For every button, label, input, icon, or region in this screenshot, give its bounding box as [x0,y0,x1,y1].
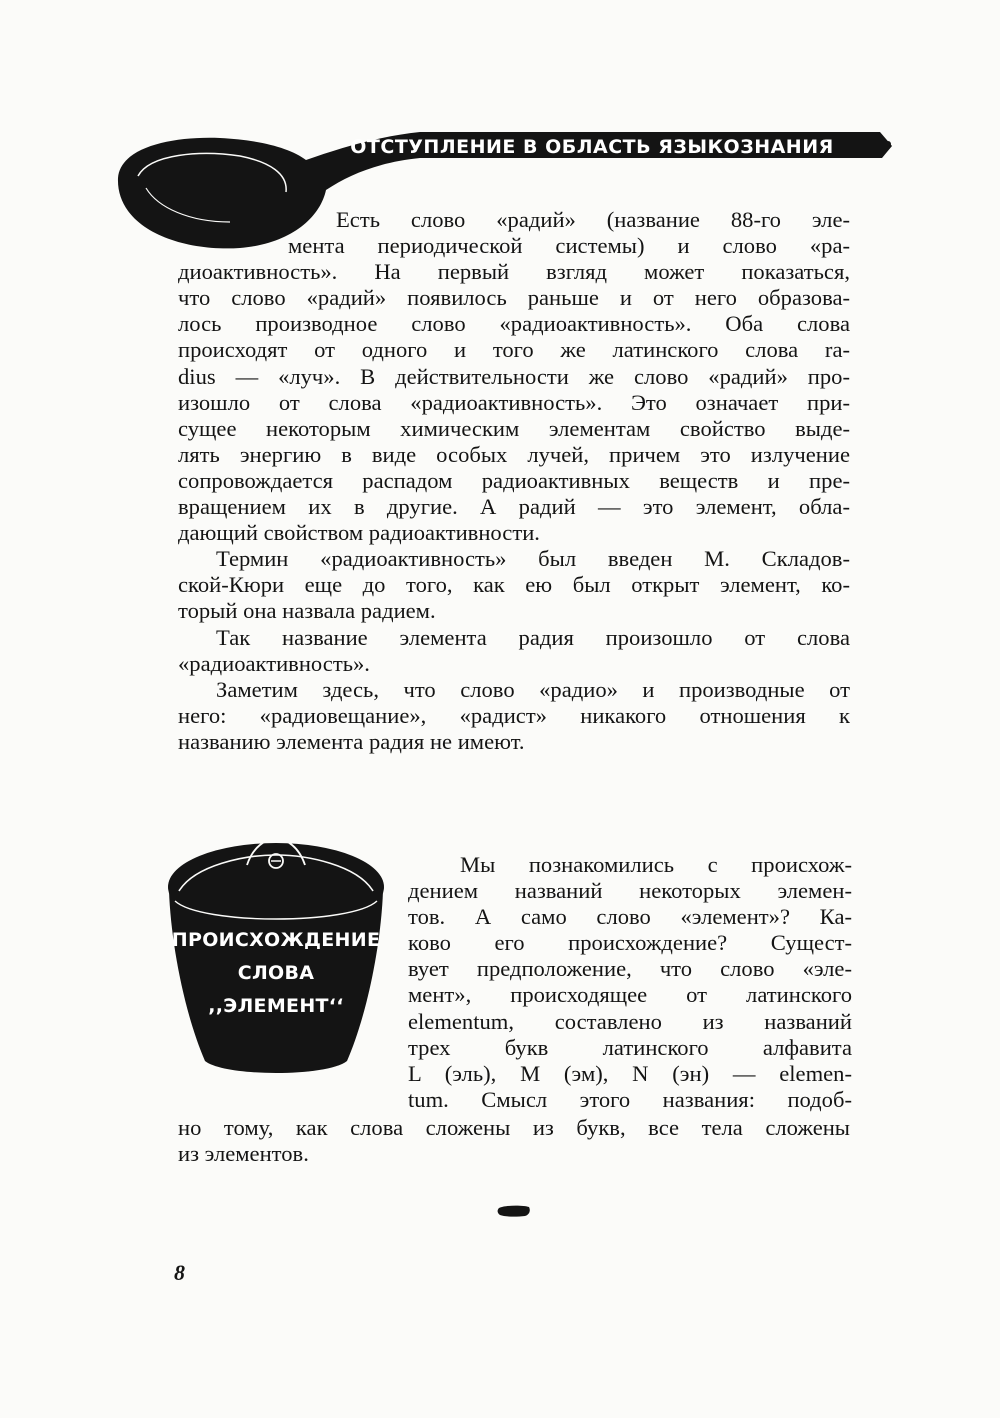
text-line: лять энергию в виде особых лучей, причем это излучение [178,441,850,467]
text-line: названию элемента радия не имеют. [178,728,525,754]
text-line: L (эль), M (эм), N (эн) — elemen- [408,1060,852,1086]
text-line: tum. Смысл этого названия: подоб- [408,1086,852,1112]
section-heading: ОТСТУПЛЕНИЕ В ОБЛАСТЬ ЯЗЫКОЗНАНИЯ [350,136,834,158]
text-line: торый она назвала радием. [178,598,436,624]
text-line: elementum, составлено из названий [408,1008,852,1034]
label-line: ,,ЭЛЕМЕНТ‘‘ [208,995,344,1017]
text-line: мент», происходящее от латинского [408,982,852,1008]
section2-side-text [408,852,852,1113]
text-line: дением названий некоторых элемен- [408,878,852,904]
text-line: dius — «луч». В действительности же слово «радий» про- [178,363,850,389]
text-line: диоактивность». На первый взгляд может показаться, [178,259,850,285]
section2-full-text [178,1115,850,1167]
text-line: но тому, как слова сложены из букв, все тела сложены [178,1115,850,1140]
page-number: 8 [174,1260,185,1285]
text-line: Так название элемента радия произошло от слова [216,624,850,650]
text-line: него: «радиовещание», «радист» никакого отношения к [178,702,850,728]
text-line: Мы познакомились с происхож- [460,852,852,877]
label-line: ПРОИСХОЖДЕНИЕ [171,929,381,951]
text-line: мента периодической системы) и слово «ра- [288,233,850,259]
text-line: тов. А само слово «элемент»? Ка- [408,904,852,930]
text-line: что слово «радий» появилось раньше и от него образова- [178,285,850,311]
text-line: «радиоактивность». [178,650,370,676]
text-line: трех букв латинского алфавита [408,1034,852,1060]
text-line: Заметим здесь, что слово «радио» и производные от [216,676,850,702]
text-line: происходят от одного и того же латинского слова ra- [178,337,850,363]
text-line: Термин «радиоактивность» был введен М. Складов- [216,546,850,572]
text-line: Есть слово «радий» (название 88-го эле- [336,207,850,232]
dash-ornament [497,1204,531,1218]
text-line: вращением их в другие. А радий — это элемент, обла- [178,494,850,520]
text-line: ково его происхождение? Сущест- [408,930,852,956]
text-line: из элементов. [178,1141,309,1167]
text-line: изошло от слова «радиоактивность». Это означает при- [178,389,850,415]
label-line: СЛОВА [237,962,315,984]
text-line: сущее некоторым химическим элементам свойство выде- [178,415,850,441]
text-line: сопровождается распадом радиоактивных веществ и пре- [178,467,850,493]
text-line: вует предположение, что слово «эле- [408,956,852,982]
text-line: ской-Кюри еще до того, как ею был открыт элемент, ко- [178,572,850,598]
section1-body [178,207,850,755]
text-line: лось производное слово «радиоактивность». Оба слова [178,311,850,337]
crucible-label [165,924,387,1023]
text-line: дающий свойством радиоактивности. [178,520,540,546]
